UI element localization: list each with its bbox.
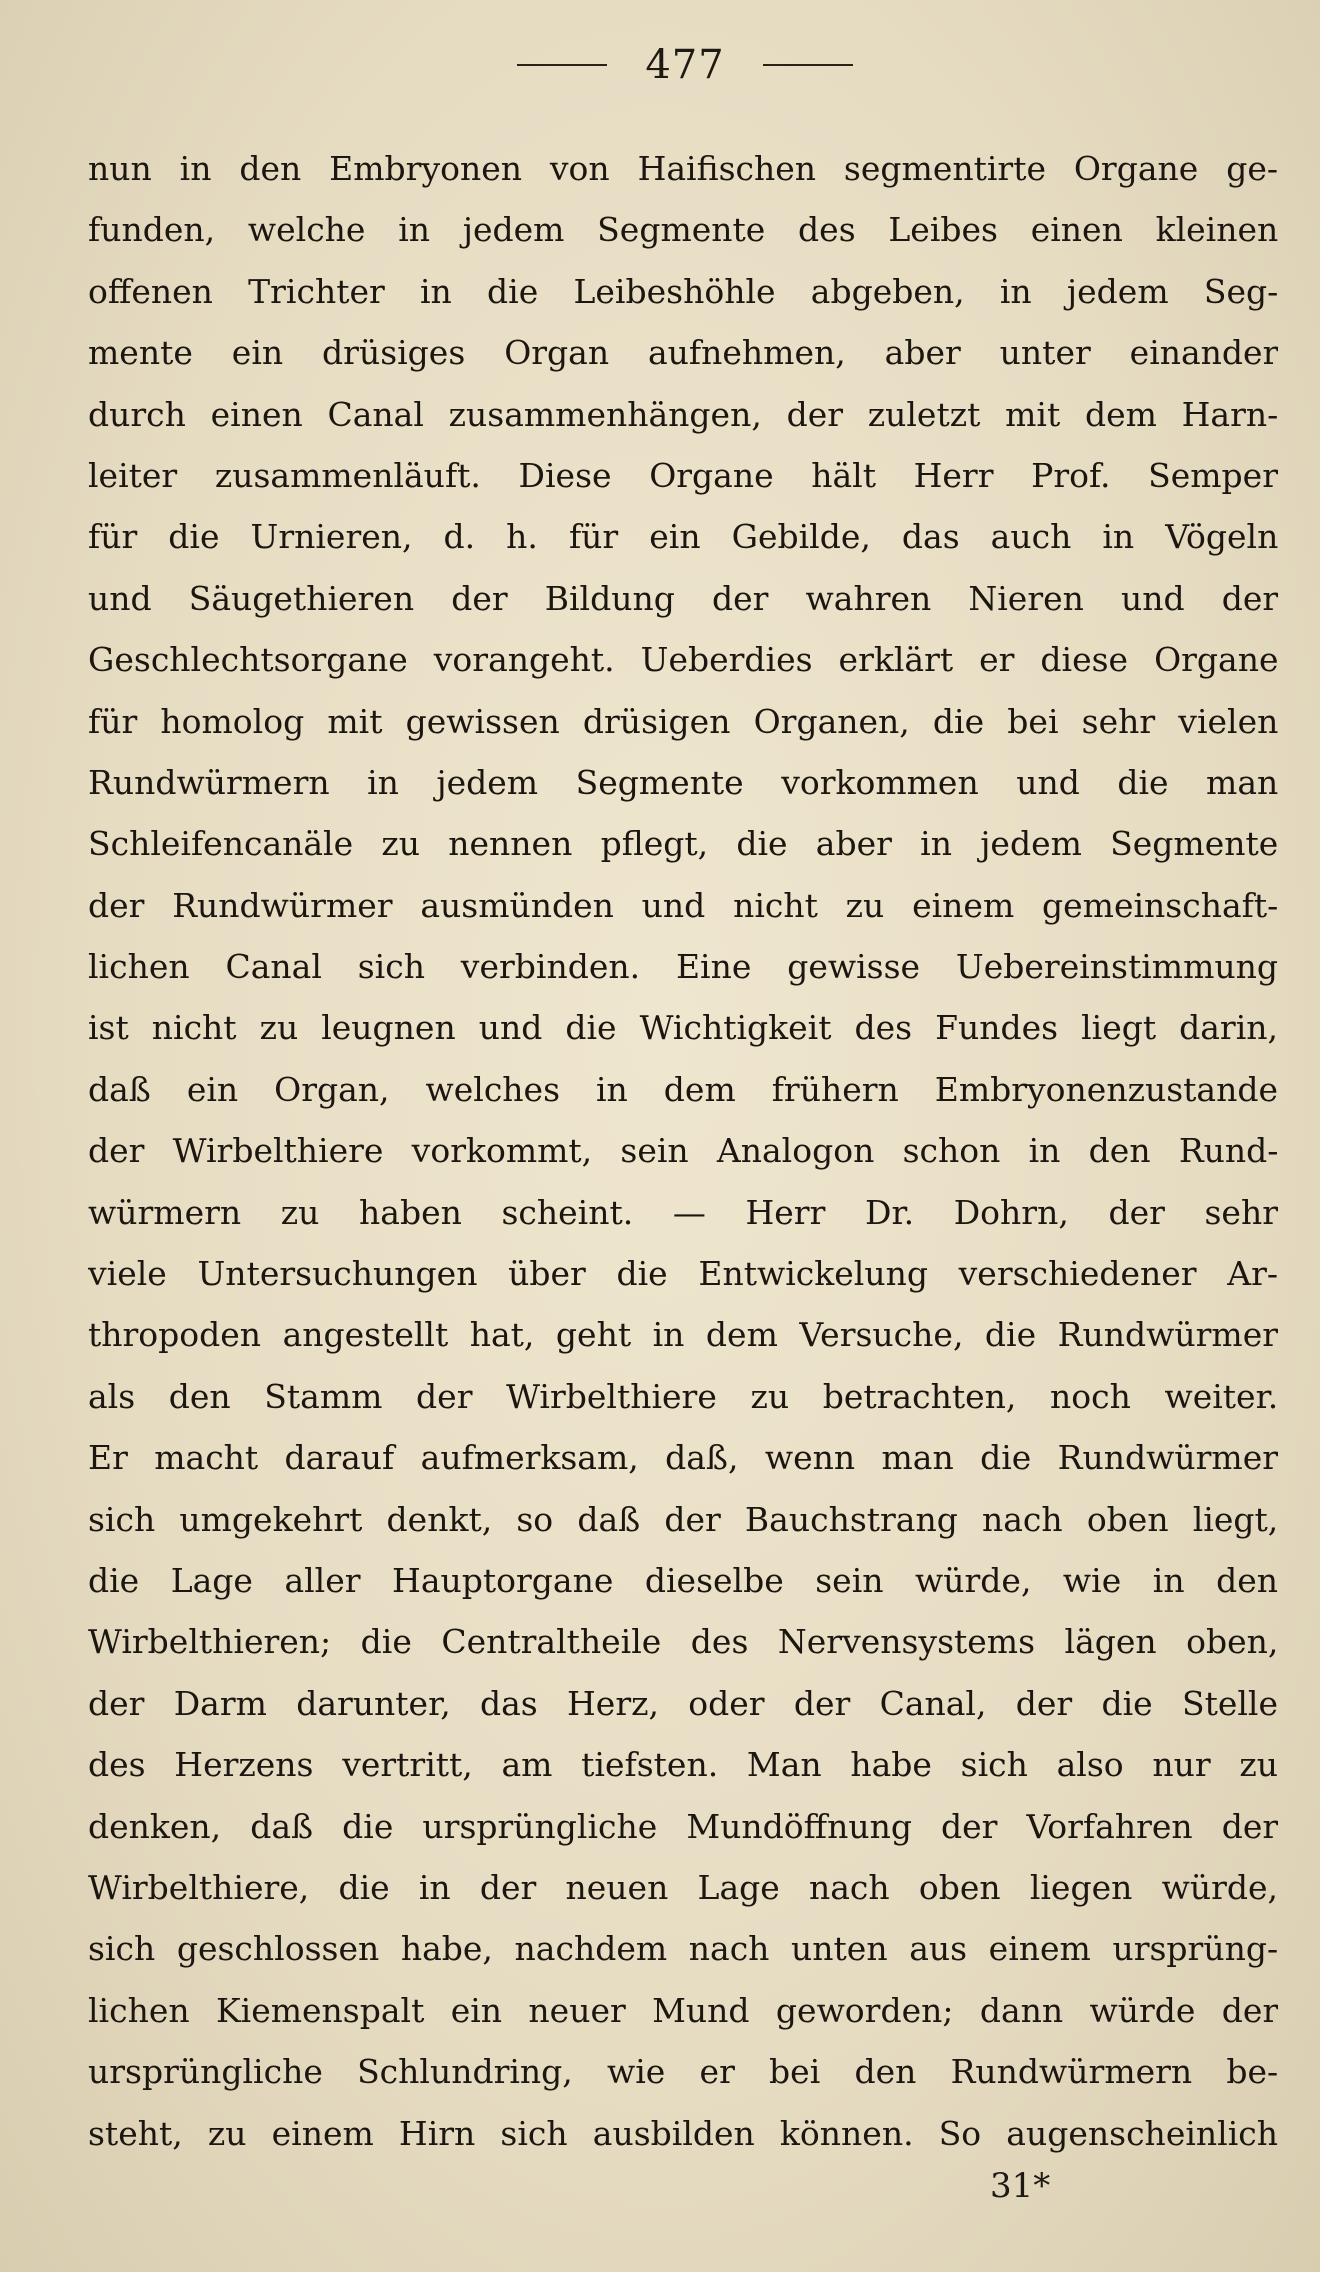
signature-mark: 31* bbox=[990, 2166, 1051, 2206]
text-line: leiter zusammenläuft. Diese Organe hält Herr Prof. Semper bbox=[88, 455, 1278, 495]
text-line: als den Stamm der Wirbelthiere zu betrachten, noch weiter. bbox=[88, 1376, 1278, 1416]
text-line: ursprüngliche Schlundring, wie er bei den Rundwürmern be- bbox=[88, 2052, 1278, 2092]
text-line: Er macht darauf aufmerksam, daß, wenn man die Rundwürmer bbox=[88, 1438, 1278, 1478]
text-line: der Rundwürmer ausmünden und nicht zu einem gemeinschaft- bbox=[88, 885, 1278, 925]
text-line: sich umgekehrt denkt, so daß der Bauchstrang nach oben liegt, bbox=[88, 1499, 1278, 1539]
text-line: für die Urnieren, d. h. für ein Gebilde, das auch in Vögeln bbox=[88, 517, 1278, 557]
text-line: thropoden angestellt hat, geht in dem Versuche, die Rundwürmer bbox=[88, 1315, 1278, 1355]
text-line: nun in den Embryonen von Haifischen segmentirte Organe ge- bbox=[88, 149, 1278, 188]
page-number: 477 bbox=[645, 42, 725, 88]
text-line: des Herzens vertritt, am tiefsten. Man habe sich also nur zu bbox=[88, 1745, 1278, 1785]
text-line: funden, welche in jedem Segmente des Leibes einen kleinen bbox=[88, 210, 1278, 250]
text-line: viele Untersuchungen über die Entwickelung verschiedener Ar- bbox=[88, 1254, 1278, 1294]
text-line: Wirbelthiere, die in der neuen Lage nach oben liegen würde, bbox=[88, 1867, 1278, 1907]
body-text bbox=[88, 138, 1278, 2164]
text-line: der Wirbelthiere vorkommt, sein Analogon schon in den Rund- bbox=[88, 1131, 1278, 1171]
text-line: steht, zu einem Hirn sich ausbilden können. So augenscheinlich bbox=[88, 2113, 1278, 2153]
text-line: die Lage aller Hauptorgane dieselbe sein würde, wie in den bbox=[88, 1560, 1278, 1600]
text-line: denken, daß die ursprüngliche Mundöffnung der Vorfahren der bbox=[88, 1806, 1278, 1846]
text-line: Schleifencanäle zu nennen pflegt, die aber in jedem Segmente bbox=[88, 824, 1278, 864]
text-line: lichen Kiemenspalt ein neuer Mund geworden; dann würde der bbox=[88, 1990, 1278, 2030]
text-line: mente ein drüsiges Organ aufnehmen, aber unter einander bbox=[88, 333, 1278, 373]
header-rule-right bbox=[763, 64, 853, 66]
text-line: ist nicht zu leugnen und die Wichtigkeit des Fundes liegt darin, bbox=[88, 1008, 1278, 1048]
text-line: der Darm darunter, das Herz, oder der Canal, der die Stelle bbox=[88, 1683, 1278, 1723]
text-line: für homolog mit gewissen drüsigen Organen, die bei sehr vielen bbox=[88, 701, 1278, 741]
text-line: Geschlechtsorgane vorangeht. Ueberdies erklärt er diese Organe bbox=[88, 640, 1278, 680]
text-line: würmern zu haben scheint. — Herr Dr. Dohrn, der sehr bbox=[88, 1192, 1278, 1232]
text-line: und Säugethieren der Bildung der wahren Nieren und der bbox=[88, 578, 1278, 618]
text-line: Rundwürmern in jedem Segmente vorkommen und die man bbox=[88, 762, 1278, 802]
text-line: sich geschlossen habe, nachdem nach unten aus einem ursprüng- bbox=[88, 1929, 1278, 1969]
text-line: Wirbelthieren; die Centraltheile des Nervensystems lägen oben, bbox=[88, 1622, 1278, 1662]
text-line: lichen Canal sich verbinden. Eine gewisse Uebereinstimmung bbox=[88, 947, 1278, 987]
header-rule-left bbox=[517, 64, 607, 66]
text-line: durch einen Canal zusammenhängen, der zuletzt mit dem Harn- bbox=[88, 394, 1278, 434]
text-line: offenen Trichter in die Leibeshöhle abgeben, in jedem Seg- bbox=[88, 271, 1278, 311]
text-line: daß ein Organ, welches in dem frühern Embryonenzustande bbox=[88, 1069, 1278, 1109]
page-header bbox=[0, 40, 1320, 90]
